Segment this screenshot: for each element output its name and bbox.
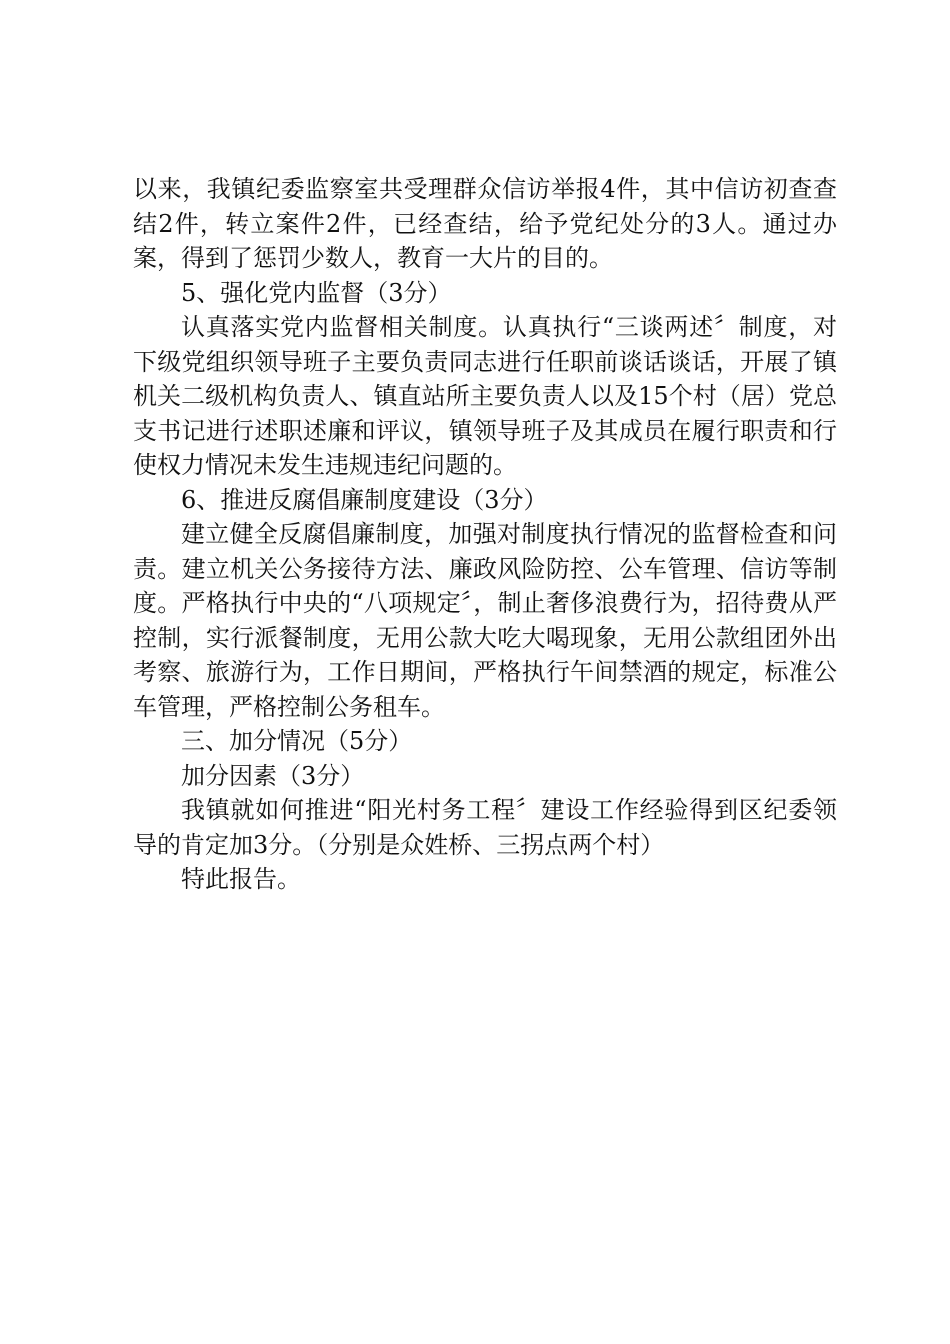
paragraph-anti-corruption-system: 建立健全反腐倡廉制度，加强对制度执行情况的监督检查和问责。建立机关公务接待方法、廉政风险防控、公车管理、信访等制度。严格执行中央的“八项规定〞，制止奢侈浪费行为，招待费从严控制，实行派餐制度，无用公款大吃大喝现象，无用公款组团外出考察、旅游行为，工作日期间，严格执行午间禁酒的规定，标准公车管理，严格控制公务租车。 — [133, 520, 837, 721]
heading-bonus-points: 三、加分情况（5分） — [181, 727, 413, 755]
document-body — [133, 172, 837, 897]
paragraph-case-handling: 以来，我镇纪委监察室共受理群众信访举报4件，其中信访初查查结2件，转立案件2件，已经查结，给予党纪处分的3人。通过办案，得到了惩罚少数人，教育一大片的目的。 — [133, 175, 837, 272]
heading-anti-corruption-system: 6、推进反腐倡廉制度建设（3分） — [181, 485, 548, 514]
paragraph-supervision-system: 认真落实党内监督相关制度。认真执行“三谈两述〞制度，对下级党组织领导班子主要负责同志进行任职前谈话谈话，开展了镇机关二级机构负责人、镇直站所主要负责人以及15个村（居）党总支书记进行述职述廉和评议，镇领导班子及其成员在履行职责和行使权力情况未发生违规违纪问题的。 — [133, 313, 837, 479]
heading-bonus-factors: 加分因素（3分） — [181, 761, 365, 790]
paragraph-closing: 特此报告。 — [181, 865, 301, 893]
heading-strengthen-supervision: 5、强化党内监督（3分） — [181, 278, 452, 307]
paragraph-bonus-detail: 我镇就如何推进“阳光村务工程〞建设工作经验得到区纪委领导的肯定加3分。（分别是众姓桥、三拐点两个村） — [133, 796, 837, 859]
